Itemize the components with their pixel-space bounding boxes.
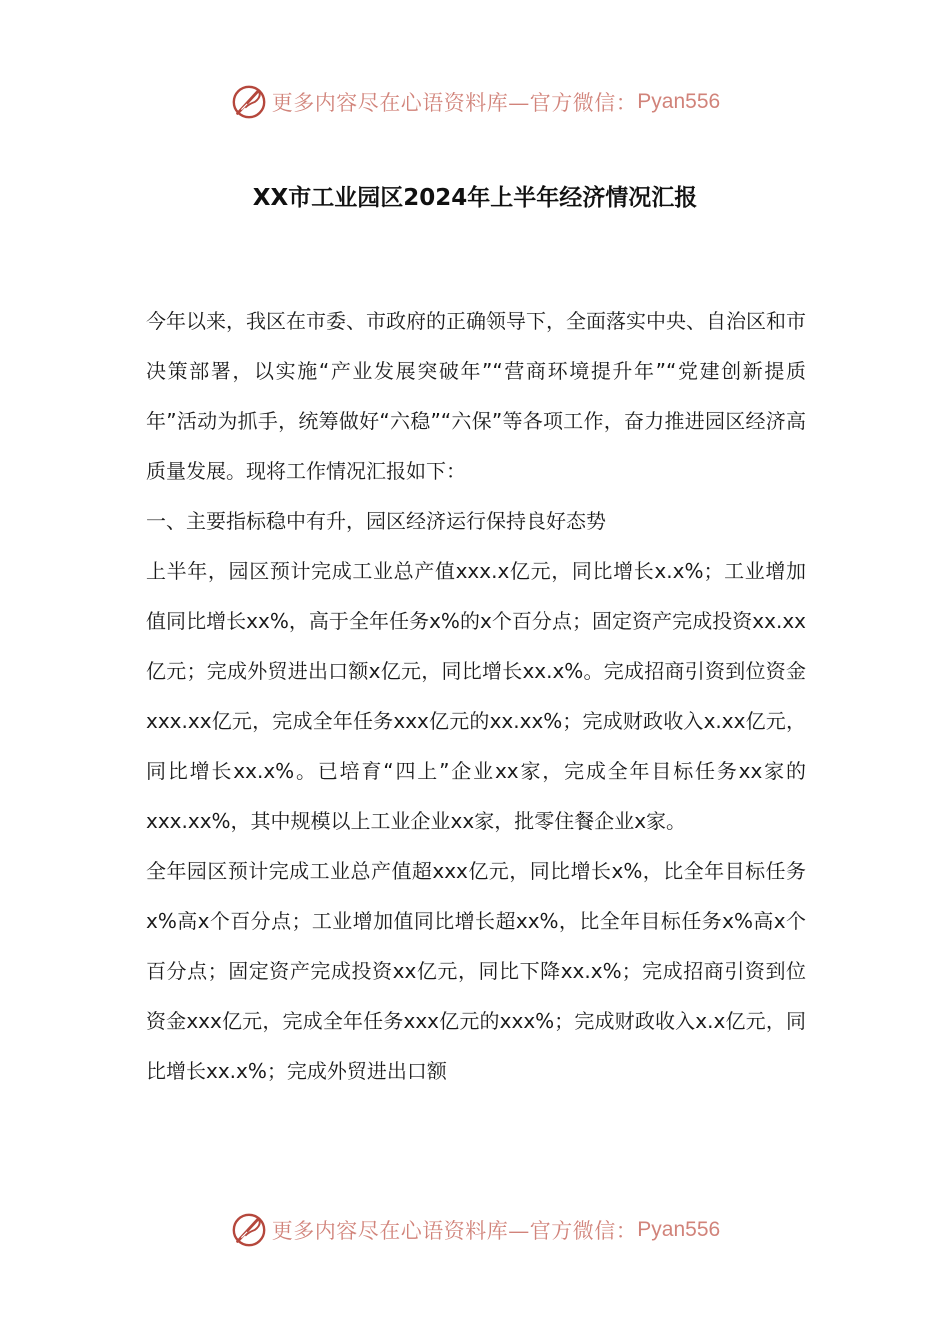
watermark-wechat-id: Pyan556 [637, 1218, 721, 1241]
watermark-text: 更多内容尽在心语资料库—官方微信： [271, 91, 638, 115]
watermark-banner-bottom [0, 1210, 950, 1250]
document-body [146, 296, 806, 1096]
body-paragraph: 上半年，园区预计完成工业总产值xxx.x亿元，同比增长x.x%；工业增加值同比增长xx%，高于全年任务x%的x个百分点；固定资产完成投资xx.xx亿元；完成外贸进出口额x亿元，同比增长xx.x%。完成招商引资到位资金xxx.xx亿元，完成全年任务xxx亿元的xx.xx%；完成财政收入x.xx亿元，同比增长xx.x%。已培育“四上”企业xx家，完成全年目标任务xx家的xxx.xx%，其中规模以上工业企业xx家，批零住餐企业x家。 [146, 559, 806, 833]
watermark-banner-top [0, 82, 950, 122]
watermark-wechat-id: Pyan556 [637, 90, 721, 113]
quill-logo-icon [230, 1211, 268, 1249]
section-heading: 一、主要指标稳中有升，园区经济运行保持良好态势 [146, 509, 606, 533]
quill-logo-icon [230, 83, 268, 121]
intro-paragraph: 今年以来，我区在市委、市政府的正确领导下，全面落实中央、自治区和市决策部署，以实施“产业发展突破年”“营商环境提升年”“党建创新提质年”活动为抓手，统筹做好“六稳”“六保”等各项工作，奋力推进园区经济高质量发展。现将工作情况汇报如下： [146, 309, 806, 483]
body-paragraph: 全年园区预计完成工业总产值超xxx亿元，同比增长x%，比全年目标任务x%高x个百分点；工业增加值同比增长超xx%，比全年目标任务x%高x个百分点；固定资产完成投资xx亿元，同比下降xx.x%；完成招商引资到位资金xxx亿元，完成全年任务xxx亿元的xxx%；完成财政收入x.x亿元，同比增长xx.x%；完成外贸进出口额 [146, 859, 806, 1083]
document-title: XX市工业园区2024年上半年经济情况汇报 [252, 185, 698, 211]
watermark-text: 更多内容尽在心语资料库—官方微信： [271, 1219, 638, 1243]
